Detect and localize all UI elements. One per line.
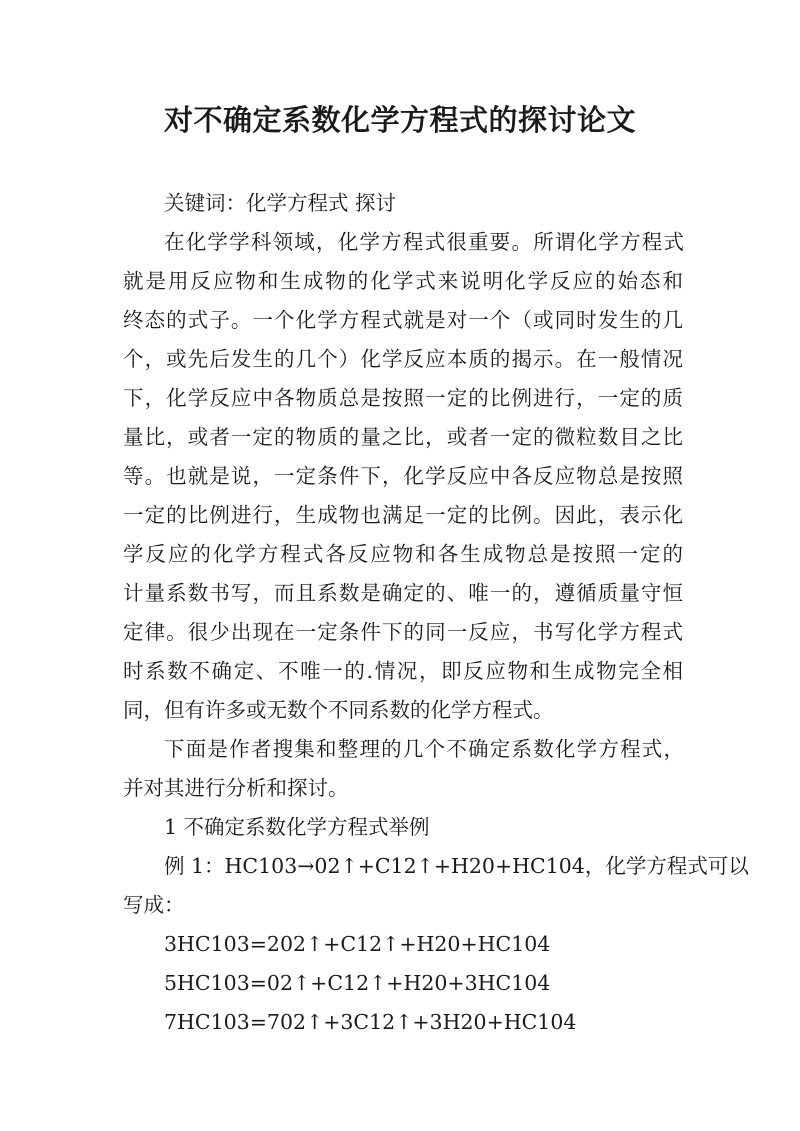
- equation: 7HC103=702↑+3C12↑+3H20+HC104: [164, 1010, 577, 1034]
- equation: 5HC103=02↑+C12↑+H20+3HC104: [164, 971, 551, 995]
- paragraph-line: 下面是作者搜集和整理的几个不确定系数化学方程式，: [164, 737, 684, 761]
- document-title: 对不确定系数化学方程式的探讨论文: [163, 103, 636, 137]
- section-heading: 1 不确定系数化学方程式举例: [164, 815, 430, 839]
- example-line: 例 1：HC103→02↑+C12↑+H20+HC104，化学方程式可以: [164, 854, 749, 878]
- paragraph-line: 定律。很少出现在一定条件下的同一反应，书写化学方程式: [123, 620, 683, 644]
- keywords-line: 关键词：化学方程式 探讨: [164, 191, 397, 215]
- paragraph-line: 一定的比例进行，生成物也满足一定的比例。因此，表示化: [123, 503, 683, 527]
- paragraph-line: 学反应的化学方程式各反应物和各生成物总是按照一定的: [123, 542, 683, 566]
- paragraph-line: 个，或先后发生的几个）化学反应本质的揭示。在一般情况: [123, 347, 683, 371]
- paragraph-line: 并对其进行分析和探讨。: [123, 776, 349, 800]
- paragraph-line: 等。也就是说，一定条件下，化学反应中各反应物总是按照: [123, 464, 683, 488]
- paragraph-line: 量比，或者一定的物质的量之比，或者一定的微粒数目之比: [123, 425, 683, 449]
- paragraph-line: 时系数不确定、不唯一的.情况，即反应物和生成物完全相: [123, 659, 683, 683]
- paragraph-line: 就是用反应物和生成物的化学式来说明化学反应的始态和: [123, 269, 683, 293]
- paragraph-line: 在化学学科领域，化学方程式很重要。所谓化学方程式: [164, 230, 684, 254]
- paragraph-line: 下，化学反应中各物质总是按照一定的比例进行，一定的质: [123, 386, 683, 410]
- paragraph-line: 计量系数书写，而且系数是确定的、唯一的，遵循质量守恒: [123, 581, 683, 605]
- paragraph-line: 同，但有许多或无数个不同系数的化学方程式。: [123, 698, 554, 722]
- equation: 3HC103=202↑+C12↑+H20+HC104: [164, 932, 551, 956]
- paragraph-line: 终态的式子。一个化学方程式就是对一个（或同时发生的几: [123, 308, 683, 332]
- example-line: 写成：: [123, 893, 185, 917]
